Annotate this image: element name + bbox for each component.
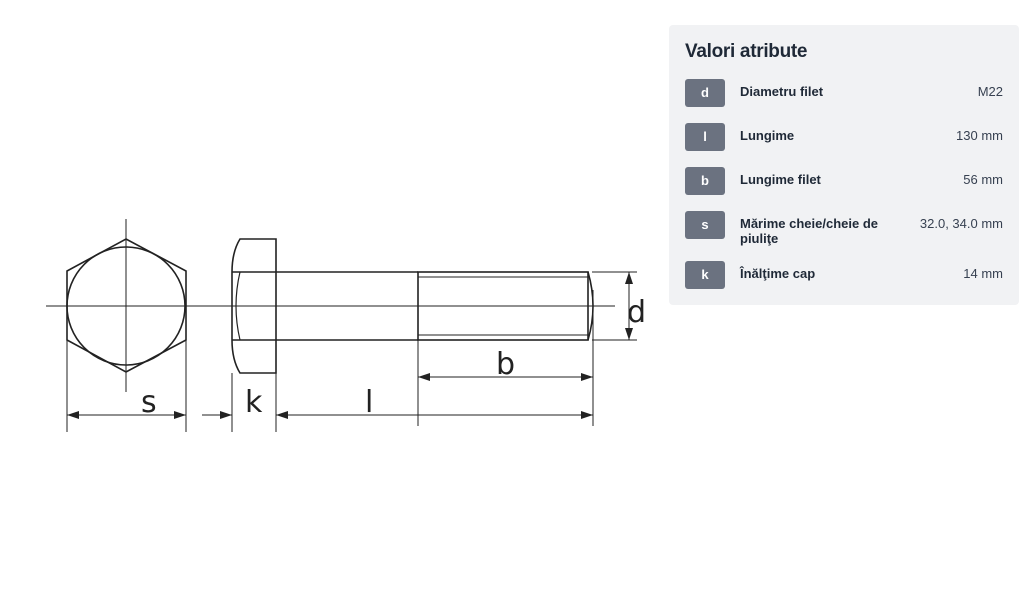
attribute-value: 56 mm (963, 172, 1003, 187)
attribute-label: Lungime filet (740, 172, 821, 187)
attribute-value: 32.0, 34.0 mm (919, 216, 1003, 231)
dim-label-k: k (245, 385, 263, 420)
dim-label-d: d (627, 295, 647, 330)
attribute-row-b (685, 167, 1003, 197)
attribute-value: M22 (977, 84, 1003, 99)
attribute-value: 14 mm (963, 266, 1003, 281)
attribute-label: Mărime cheie/cheie de piuliţe (740, 216, 879, 246)
dim-label-l: l (365, 385, 374, 420)
symbol-badge: d (685, 79, 725, 107)
attribute-row-l (685, 123, 1003, 153)
symbol-badge: b (685, 167, 725, 195)
attribute-label: Diametru filet (740, 84, 824, 99)
dim-label-s: s (141, 385, 157, 420)
attribute-row-s (685, 211, 1003, 249)
attribute-row-d (685, 79, 1003, 109)
attribute-values-panel (669, 25, 1019, 305)
attribute-label: Înălţime cap (740, 266, 816, 281)
attribute-row-k (685, 261, 1003, 291)
symbol-badge: k (685, 261, 725, 289)
attribute-label: Lungime (740, 128, 795, 143)
attribute-value: 130 mm (956, 128, 1003, 143)
dim-label-b: b (496, 347, 516, 382)
symbol-badge: l (685, 123, 725, 151)
panel-title: Valori atribute (685, 41, 808, 62)
bolt-dimension-drawing (0, 0, 660, 470)
symbol-badge: s (685, 211, 725, 239)
